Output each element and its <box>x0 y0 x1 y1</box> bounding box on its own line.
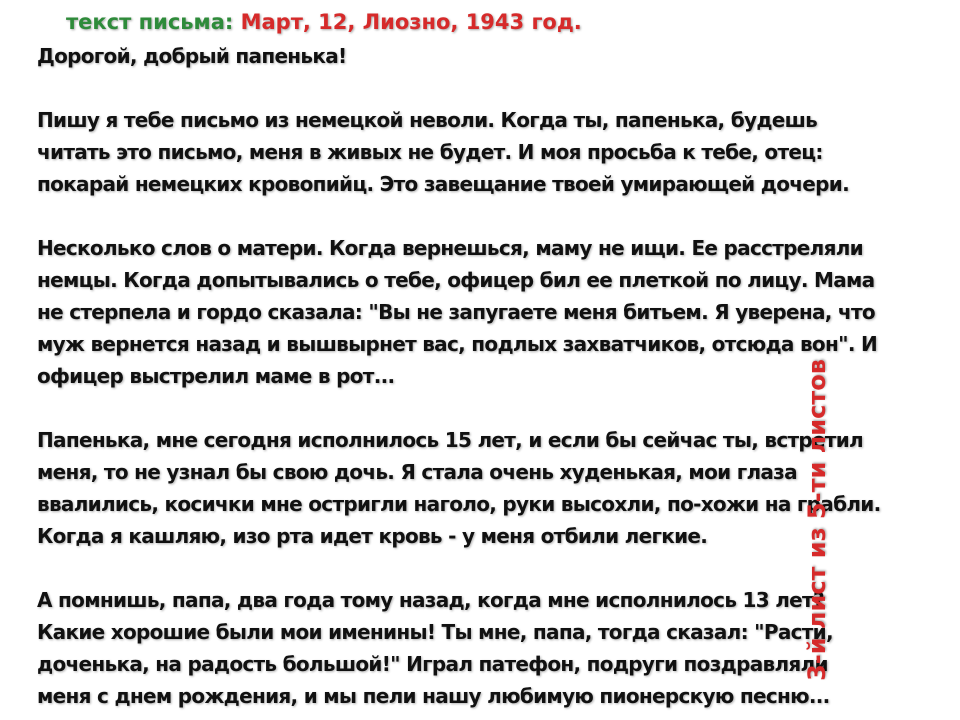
letter-line: муж вернется назад и вышвырнет вас, подлых захватчиков, отсюда вон". И <box>37 332 878 356</box>
letter-line: немцы. Когда допытывались о тебе, офицер бил ее плеткой по лицу. Мама <box>37 268 875 292</box>
letter-line: меня, то не узнал бы свою дочь. Я стала очень худенькая, мои глаза <box>37 460 797 484</box>
letter-line: ввалились, косички мне остригли наголо, руки высохли, по-хожи на грабли. <box>37 492 881 516</box>
letter-line: не стерпела и гордо сказала: "Вы не запугаете меня битьем. Я уверена, что <box>37 300 875 324</box>
letter-line: Когда я кашляю, изо рта идет кровь - у меня отбили легкие. <box>37 524 708 548</box>
letter-body <box>37 40 927 712</box>
letter-line: Папенька, мне сегодня исполнилось 15 лет, и если бы сейчас ты, встретил <box>37 428 864 452</box>
paragraph-2 <box>37 232 927 392</box>
letter-line: Несколько слов о матери. Когда вернешься, маму не ищи. Ее расстреляли <box>37 236 863 260</box>
header-place-date: Март, 12, Лиозно, 1943 год. <box>240 10 582 34</box>
paragraph-3 <box>37 424 927 552</box>
letter-line: Какие хорошие были мои именины! Ты мне, папа, тогда сказал: "Расти, <box>37 620 833 644</box>
letter-line: доченька, на радость большой!" Играл патефон, подруги поздравляли <box>37 652 828 676</box>
paragraph-4 <box>37 584 927 712</box>
letter-line: читать это письмо, меня в живых не будет. И моя просьба к тебе, отец: <box>37 140 823 164</box>
header-label: текст письма: <box>66 10 234 34</box>
page-counter-caption: 3-й лист из 5-ти листов <box>803 359 831 681</box>
paragraph-1 <box>37 104 927 200</box>
letter-line: офицер выстрелил маме в рот... <box>37 364 395 388</box>
letter-line: меня с днем рождения, и мы пели нашу любимую пионерскую песню... <box>37 684 830 708</box>
letter-line: покарай немецких кровопийц. Это завещание твоей умирающей дочери. <box>37 172 849 196</box>
letter-line: Пишу я тебе письмо из немецкой неволи. Когда ты, папенька, будешь <box>37 108 818 132</box>
letter-greeting: Дорогой, добрый папенька! <box>37 44 347 68</box>
letter-line: А помнишь, папа, два года тому назад, когда мне исполнилось 13 лет? <box>37 588 824 612</box>
letter-header <box>66 7 582 37</box>
